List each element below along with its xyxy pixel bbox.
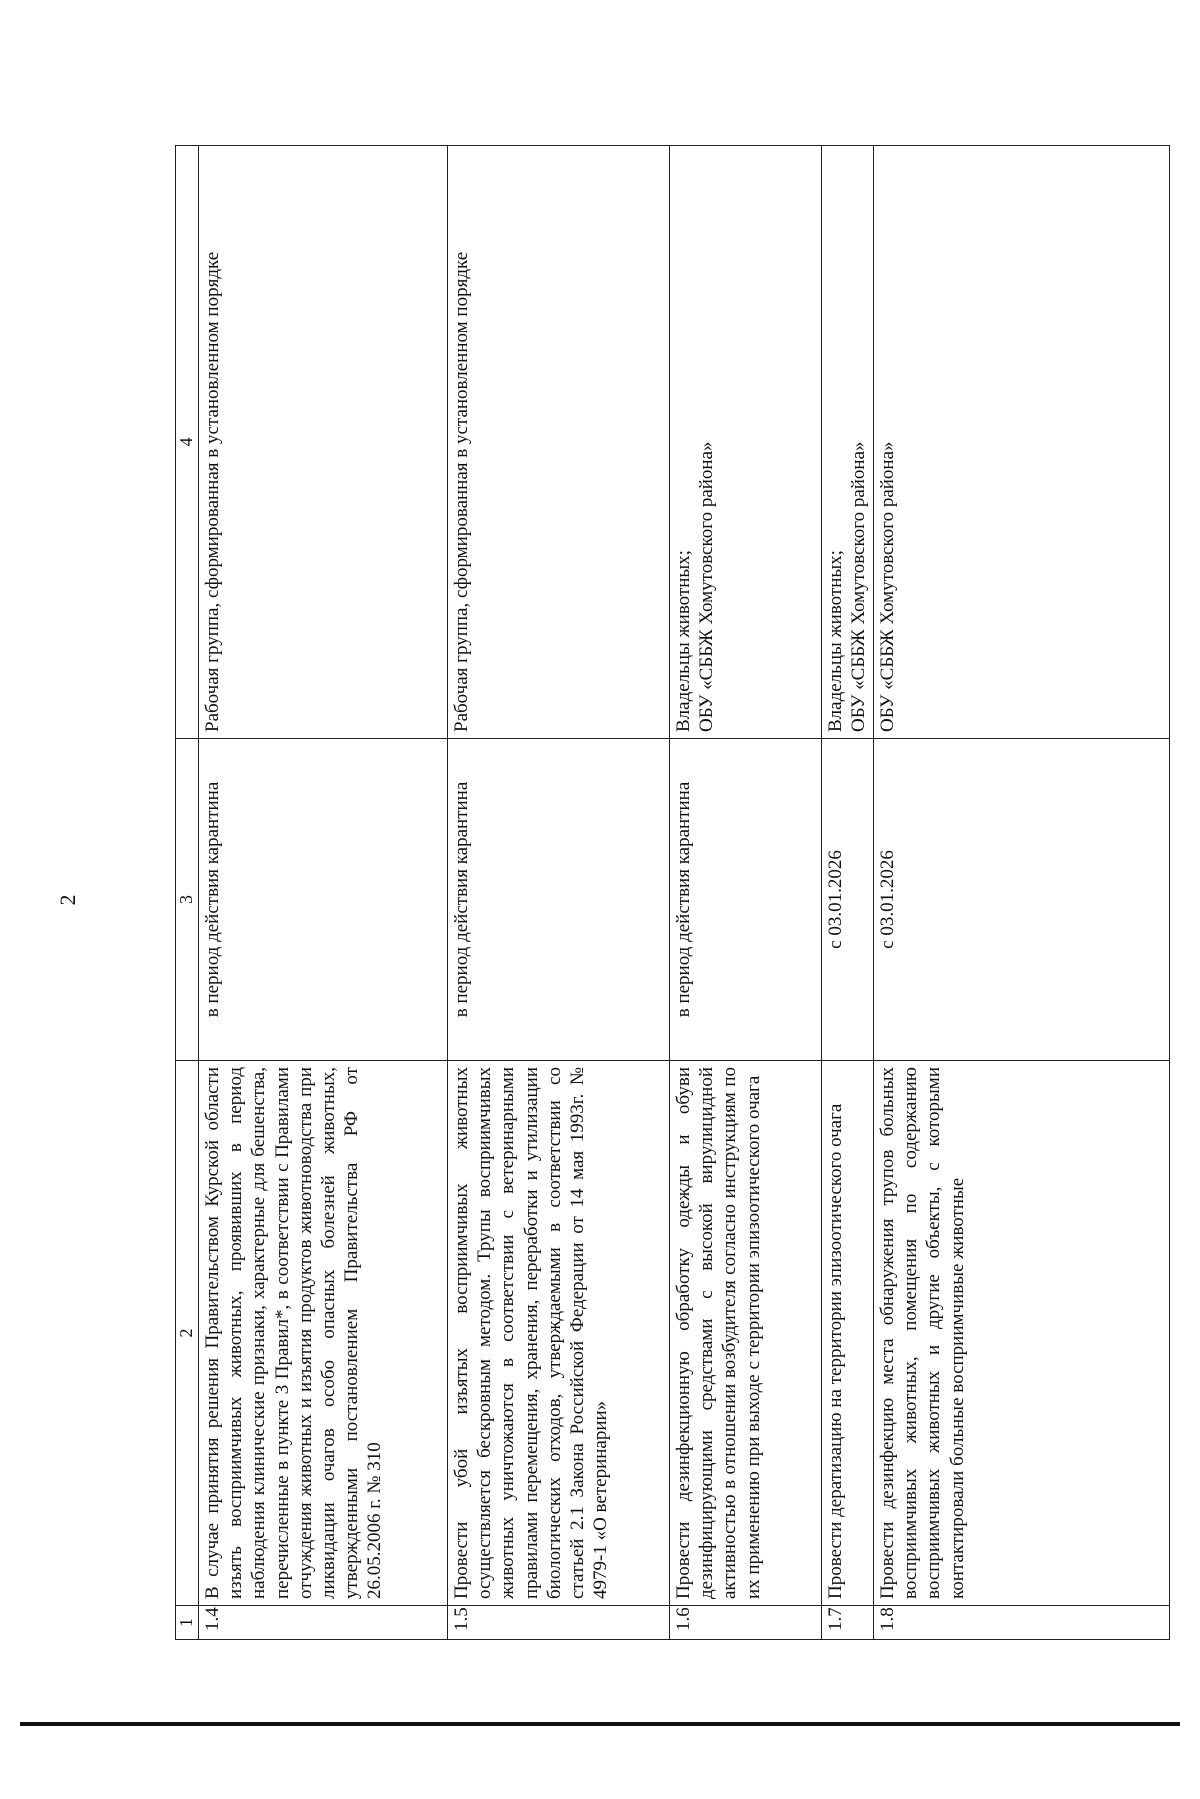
responsible-text: Рабочая группа, сформированная в установленном порядке [448, 146, 670, 739]
table-header-row [176, 146, 199, 1640]
row-number: 1.4 [199, 1606, 448, 1640]
bottom-divider [20, 1722, 1180, 1726]
table-rotated-container [175, 145, 1170, 1640]
measure-text: В случае принятия решения Правительством Курской области изъять восприимчивых животных, проявивших в период наблюдения клинические признаки, характерные для бешенства, перечисленные в пункте 3 Правил*, в соответствии с Правилами отчуждения животных и изъятия продуктов животноводства при ликвидации очагов особо опасных болезней животных, утвержденными постановлением Правительства РФ от 26.05.2006 г. № 310 [199, 1061, 448, 1606]
term-text: в период действия карантина [670, 739, 822, 1061]
responsible-cell [670, 146, 822, 739]
row-number: 1.5 [448, 1606, 670, 1640]
table-row [874, 146, 1170, 1640]
measure-text: Провести убой изъятых восприимчивых животных осуществляется бескровным методом. Трупы восприимчивых животных уничтожаются в соответствии с ветеринарными правилами перемещения, хранения, переработки и утилизации биологических отходов, утверждаемыми в соответствии со статьей 2.1 Закона Российской Федерации от 14 мая 1993г. № 4979-1 «О ветеринарии» [448, 1061, 670, 1606]
responsible-cell [822, 146, 874, 739]
table-row [199, 146, 448, 1640]
table-row [822, 146, 874, 1640]
row-number: 1.7 [822, 1606, 874, 1640]
measure-text: Провести дератизацию на территории эпизоотического очага [822, 1061, 874, 1606]
responsible-line: Владельцы животных; [673, 550, 694, 732]
term-text: в период действия карантина [448, 739, 670, 1061]
measure-text: Провести дезинфекцию места обнаружения трупов больных восприимчивых животных, помещения по содержанию восприимчивых животных и другие объекты, с которыми контактировали больные восприимчивые животные [874, 1061, 1170, 1606]
measures-table [175, 145, 1170, 1640]
table-row [670, 146, 822, 1640]
table-row [448, 146, 670, 1640]
measure-text: Провести дезинфекционную обработку одежды и обуви дезинфицирующими средствами с высокой вирулицидной активностью в отношении возбудителя согласно инструкциям по их применению при выходе с территории эпизоотического очага [670, 1061, 822, 1606]
responsible-line: ОБУ «СББЖ Хомутовского района» [877, 441, 898, 732]
term-text: с 03.01.2026 [822, 739, 874, 1061]
responsible-cell [874, 146, 1170, 739]
term-text: в период действия карантина [199, 739, 448, 1061]
header-col-4: 4 [176, 146, 199, 739]
row-number: 1.6 [670, 1606, 822, 1640]
responsible-text: Рабочая группа, сформированная в установленном порядке [199, 146, 448, 739]
term-text: с 03.01.2026 [874, 739, 1170, 1061]
page-number: 2 [55, 894, 80, 906]
responsible-line: ОБУ «СББЖ Хомутовского района» [848, 441, 870, 732]
row-number: 1.8 [874, 1606, 1170, 1640]
responsible-line: Владельцы животных; [825, 550, 846, 732]
header-col-3: 3 [176, 739, 199, 1061]
header-col-1: 1 [176, 1606, 199, 1640]
table-frame [175, 145, 1170, 1640]
responsible-line: ОБУ «СББЖ Хомутовского района» [696, 441, 718, 732]
header-col-2: 2 [176, 1061, 199, 1606]
